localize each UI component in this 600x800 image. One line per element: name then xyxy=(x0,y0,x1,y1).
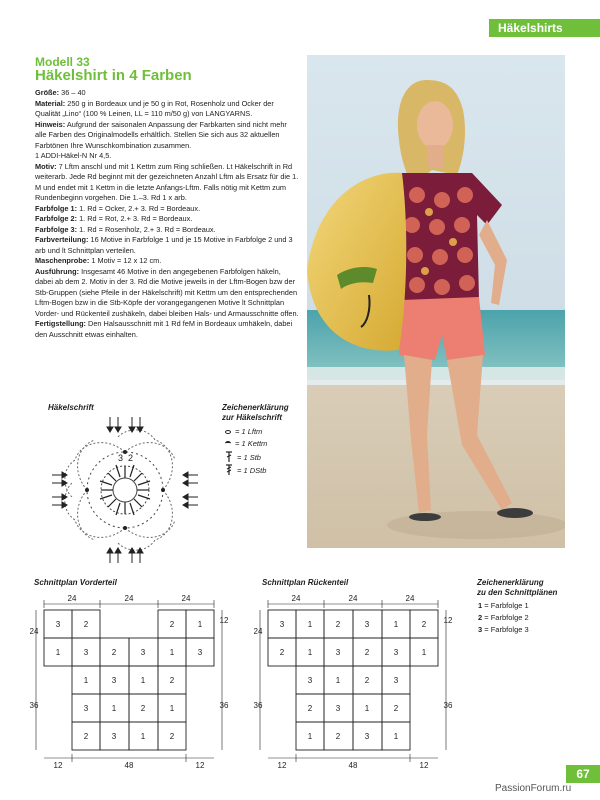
instruction-colorway-2: Farbfolge 2: 1. Rd = Rot, 2.+ 3. Rd = Bordeaux. xyxy=(35,214,193,223)
legend-treble: = 1 Stb xyxy=(225,451,261,463)
page-number: 67 xyxy=(566,765,600,783)
instruction-colorway-3: Farbfolge 3: 1. Rd = Rosenholz, 2.+ 3. Rd = Bordeaux. xyxy=(35,224,216,234)
back-plan xyxy=(254,590,454,770)
front-cell: 3 xyxy=(197,648,203,657)
front-cell: 2 xyxy=(83,732,89,741)
cut-legend-item-2: 2 = Farbfolge 2 xyxy=(478,613,529,622)
back-cell: 1 xyxy=(393,732,399,741)
front-top-dim-1: 24 xyxy=(67,594,77,603)
back-cell: 3 xyxy=(335,704,341,713)
back-left-dim-top: 24 xyxy=(254,627,263,636)
model-photo xyxy=(307,55,565,548)
back-cell: 1 xyxy=(364,704,370,713)
back-cell: 3 xyxy=(393,648,399,657)
round-label-3: 3 xyxy=(118,453,124,463)
back-left-dim-bottom: 36 xyxy=(254,701,263,710)
back-cell: 2 xyxy=(421,620,427,629)
instruction-gauge: Maschenprobe: 1 Motiv = 12 x 12 cm. xyxy=(35,256,162,265)
front-cell: 2 xyxy=(169,676,175,685)
front-cell: 2 xyxy=(169,620,175,629)
back-cell: 3 xyxy=(279,620,285,629)
instruction-finishing: Fertigstellung: Den Halsausschnitt mit 1 Rd feM in Bordeaux umhäkeln, dabei den Ausschnitt etwas einhalten. xyxy=(35,319,293,339)
front-cell: 1 xyxy=(140,732,146,741)
instruction-material: Material: 250 g in Bordeaux und je 50 g in Rot, Rosenholz und Ocker der Qualität „Lino“ (100 % Leinen, LL = 110 m/50 g) von LANGYARNS. xyxy=(35,98,274,118)
back-cell: 1 xyxy=(393,620,399,629)
model-title: Häkelshirt in 4 Farben xyxy=(35,67,192,84)
instruction-hook: 1 ADDI-Häkel-N Nr 4,5. xyxy=(35,151,112,160)
back-bottom-dim-3: 12 xyxy=(419,761,429,770)
back-right-dim-bottom: 36 xyxy=(443,701,453,710)
back-cell: 2 xyxy=(364,648,370,657)
back-bottom-dim-1: 12 xyxy=(277,761,287,770)
back-cell: 3 xyxy=(364,620,370,629)
back-top-dim-3: 24 xyxy=(405,594,415,603)
front-top-dim-2: 24 xyxy=(124,594,134,603)
front-cell: 1 xyxy=(55,648,61,657)
front-cell: 3 xyxy=(83,648,89,657)
back-cell: 2 xyxy=(335,732,341,741)
instruction-motif: Motiv: 7 Lftm anschl und mit 1 Kettm zum Ring schließen. Lt Häkelschrift in Rd weiterarb. Jede Rd beginnt mit der gezeichneten Anzahl Lftm als Ersatz für die 1. M und endet mit 1 Kettm in die letzte Anfangs-Lftm. Falls nötig mit Kettm zum Rundenbeginn vorgehen. Die 1.–3. Rd 1 x arb. xyxy=(35,161,299,202)
back-cell: 2 xyxy=(279,648,285,657)
instruction-size: Größe: 36 – 40 xyxy=(35,88,86,97)
front-right-dim-bottom: 36 xyxy=(219,701,229,710)
front-cell: 1 xyxy=(169,704,175,713)
back-cell: 3 xyxy=(335,648,341,657)
cut-legend-title: Zeichenerklärung zu den Schnittplänen xyxy=(477,578,558,597)
back-plan-title: Schnittplan Rückenteil xyxy=(262,578,349,587)
back-cell: 1 xyxy=(307,648,313,657)
front-bottom-dim-1: 12 xyxy=(53,761,63,770)
back-bottom-dim-2: 48 xyxy=(348,761,358,770)
front-cell: 1 xyxy=(140,676,146,685)
chain-symbol-icon xyxy=(225,430,231,434)
treble-symbol-icon xyxy=(225,451,233,463)
front-cell: 3 xyxy=(111,732,117,741)
front-cell: 3 xyxy=(140,648,146,657)
front-cell: 1 xyxy=(197,620,203,629)
front-cell: 2 xyxy=(111,648,117,657)
chart-legend-title: Zeichenerklärung zur Häkelschrift xyxy=(222,403,289,422)
legend-chain: = 1 Lftm xyxy=(225,427,262,436)
legend-double-treble: = 1 DStb xyxy=(225,464,266,476)
front-right-dim-top: 12 xyxy=(219,616,229,625)
front-plan xyxy=(30,590,230,770)
front-cell: 3 xyxy=(111,676,117,685)
instruction-execution: Ausführung: Insgesamt 46 Motive in den angegebenen Farbfolgen häkeln, dabei ab dem 2. Motiv in der 3. Rd die Motive jeweils in der Lftm-Bogen bzw der Stb-Gruppen (siehe Pfeile in der Häkelschrift) mit Kettm um den entsprechenden Lftm-Bogen bzw in die Stb-Köpfe der vorangegangenen Motive lt Schnittplan Vorder- und Rückenteil zushäkeln, dabei bleiben Hals- und Armausschnitte offen. xyxy=(35,266,299,318)
back-cell: 1 xyxy=(307,620,313,629)
instructions-text xyxy=(35,88,300,340)
front-left-dim-bottom: 36 xyxy=(30,701,39,710)
model-number: Modell 33 xyxy=(35,55,90,69)
front-left-dim-top: 24 xyxy=(30,627,39,636)
back-top-dim-2: 24 xyxy=(348,594,358,603)
front-cell: 3 xyxy=(55,620,61,629)
back-cell: 1 xyxy=(307,732,313,741)
back-cell: 3 xyxy=(393,676,399,685)
front-cell: 2 xyxy=(140,704,146,713)
back-right-dim-top: 12 xyxy=(443,616,453,625)
back-cell: 1 xyxy=(335,676,341,685)
front-top-dim-3: 24 xyxy=(181,594,191,603)
cut-legend-item-3: 3 = Farbfolge 3 xyxy=(478,625,529,634)
front-cell: 1 xyxy=(111,704,117,713)
round-label-2: 2 xyxy=(128,453,134,463)
back-top-dim-1: 24 xyxy=(291,594,301,603)
section-tab: Häkelshirts xyxy=(489,19,600,37)
back-cell: 2 xyxy=(393,704,399,713)
back-cell: 2 xyxy=(364,676,370,685)
double-treble-symbol-icon xyxy=(225,464,233,476)
back-cell: 3 xyxy=(364,732,370,741)
crochet-chart xyxy=(50,415,200,565)
watermark: PassionForum.ru xyxy=(495,783,572,794)
crochet-chart-title: Häkelschrift xyxy=(48,403,94,412)
cut-legend-item-1: 1 = Farbfolge 1 xyxy=(478,601,529,610)
front-cell: 1 xyxy=(169,648,175,657)
slip-stitch-symbol-icon xyxy=(225,441,231,446)
front-plan-title: Schnittplan Vorderteil xyxy=(34,578,117,587)
front-cell: 2 xyxy=(169,732,175,741)
back-cell: 2 xyxy=(307,704,313,713)
front-cell: 2 xyxy=(83,620,89,629)
front-bottom-dim-3: 12 xyxy=(195,761,205,770)
back-cell: 2 xyxy=(335,620,341,629)
front-cell: 3 xyxy=(83,704,89,713)
back-cell: 3 xyxy=(307,676,313,685)
back-cell: 1 xyxy=(421,648,427,657)
instruction-note: Hinweis: Aufgrund der saisonalen Anpassung der Farbkarten sind nicht mehr alle Farben des Originalmodells erhältlich. Stellen Sie sich aus 32 aktuellen Farbtönen Ihre Wunschkombination zusammen. xyxy=(35,119,287,150)
instruction-color-distribution: Farbverteilung: 16 Motive in Farbfolge 1 und je 15 Motive in Farbfolge 2 und 3 arb und lt Schnittplan verteilen. xyxy=(35,235,293,255)
legend-slip-stitch: = 1 Kettm xyxy=(225,439,267,448)
front-bottom-dim-2: 48 xyxy=(124,761,134,770)
instruction-colorway-1: Farbfolge 1: 1. Rd = Ocker, 2.+ 3. Rd = Bordeaux. xyxy=(35,203,201,213)
front-cell: 1 xyxy=(83,676,89,685)
